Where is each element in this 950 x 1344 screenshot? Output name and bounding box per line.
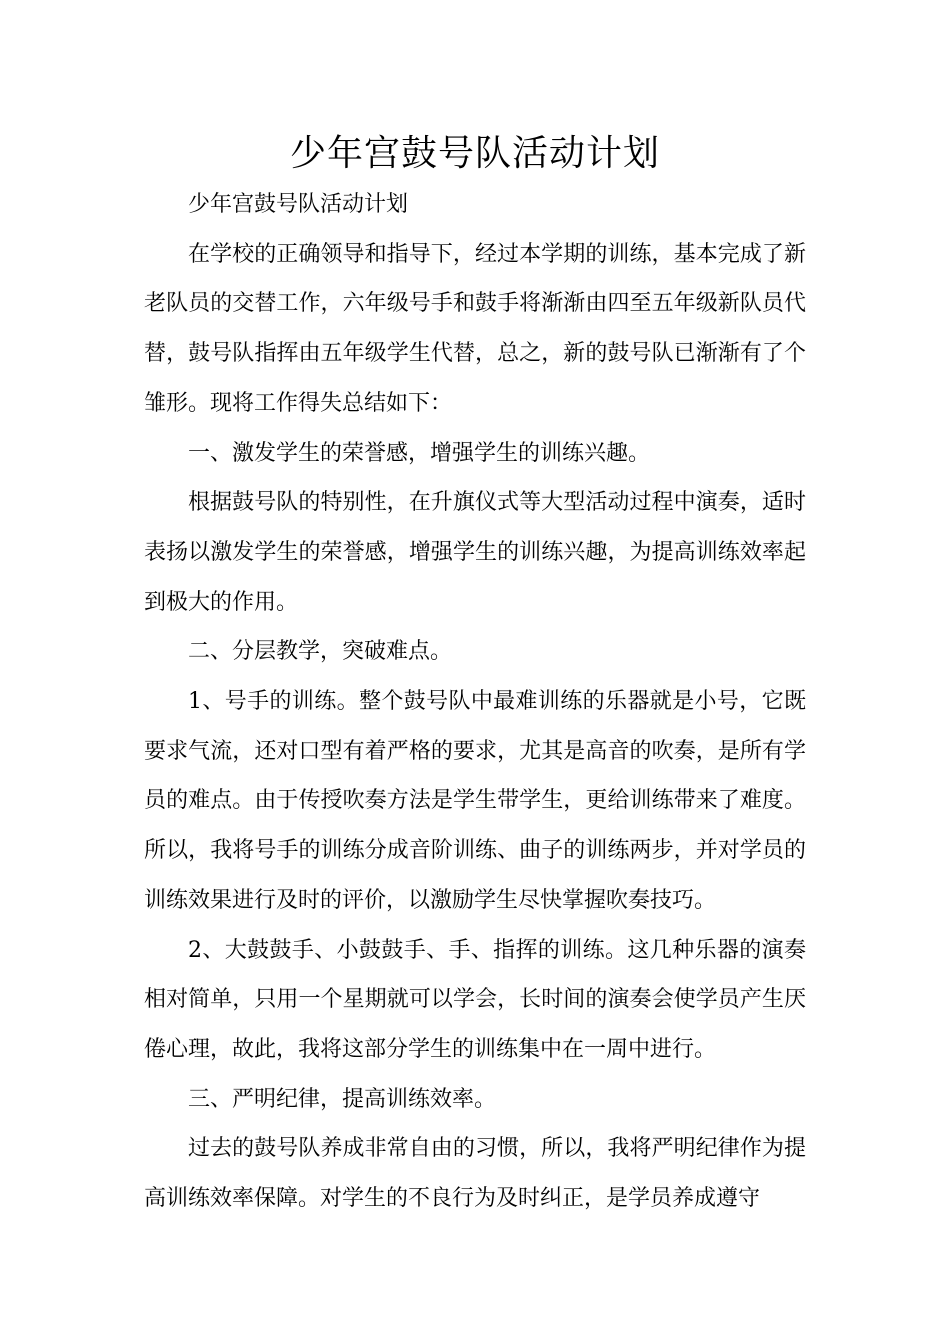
document-body [144,180,806,1224]
paragraph-intro: 在学校的正确领导和指导下，经过本学期的训练，基本完成了新老队员的交替工作，六年级号手和鼓手将渐渐由四至五年级新队员代替，鼓号队指挥由五年级学生代替，总之，新的鼓号队已渐渐有了个雏形。现将工作得失总结如下： [144,241,806,416]
section-heading-3: 三、严明纪律，提高训练效率。 [188,1086,497,1112]
paragraph-drum-training: 2、大鼓鼓手、小鼓鼓手、手、指挥的训练。这几种乐器的演奏相对简单，只用一个星期就可以学会，长时间的演奏会使学员产生厌倦心理，故此，我将这部分学生的训练集中在一周中进行。 [144,937,806,1062]
document-title: 少年宫鼓号队活动计划 [289,133,660,174]
paragraph-trumpet-training: 1、号手的训练。整个鼓号队中最难训练的乐器就是小号，它既要求气流，还对口型有着严格的要求，尤其是高音的吹奏，是所有学员的难点。由于传授吹奏方法是学生带学生，更给训练带来了难度。所以，我将号手的训练分成音阶训练、曲子的训练两步，并对学员的训练效果进行及时的评价，以激励学生尽快掌握吹奏技巧。 [144,689,806,913]
section-heading-1: 一、激发学生的荣誉感，增强学生的训练兴趣。 [188,440,651,466]
section-heading-2: 二、分层教学，突破难点。 [188,639,453,665]
paragraph-section-1: 根据鼓号队的特别性，在升旗仪式等大型活动过程中演奏，适时表扬以激发学生的荣誉感，增强学生的训练兴趣，为提高训练效率起到极大的作用。 [144,490,806,615]
paragraph-subtitle: 少年宫鼓号队活动计划 [188,192,409,217]
paragraph-section-3: 过去的鼓号队养成非常自由的习惯，所以，我将严明纪律作为提高训练效率保障。对学生的不良行为及时纠正，是学员养成遵守 [144,1136,806,1212]
